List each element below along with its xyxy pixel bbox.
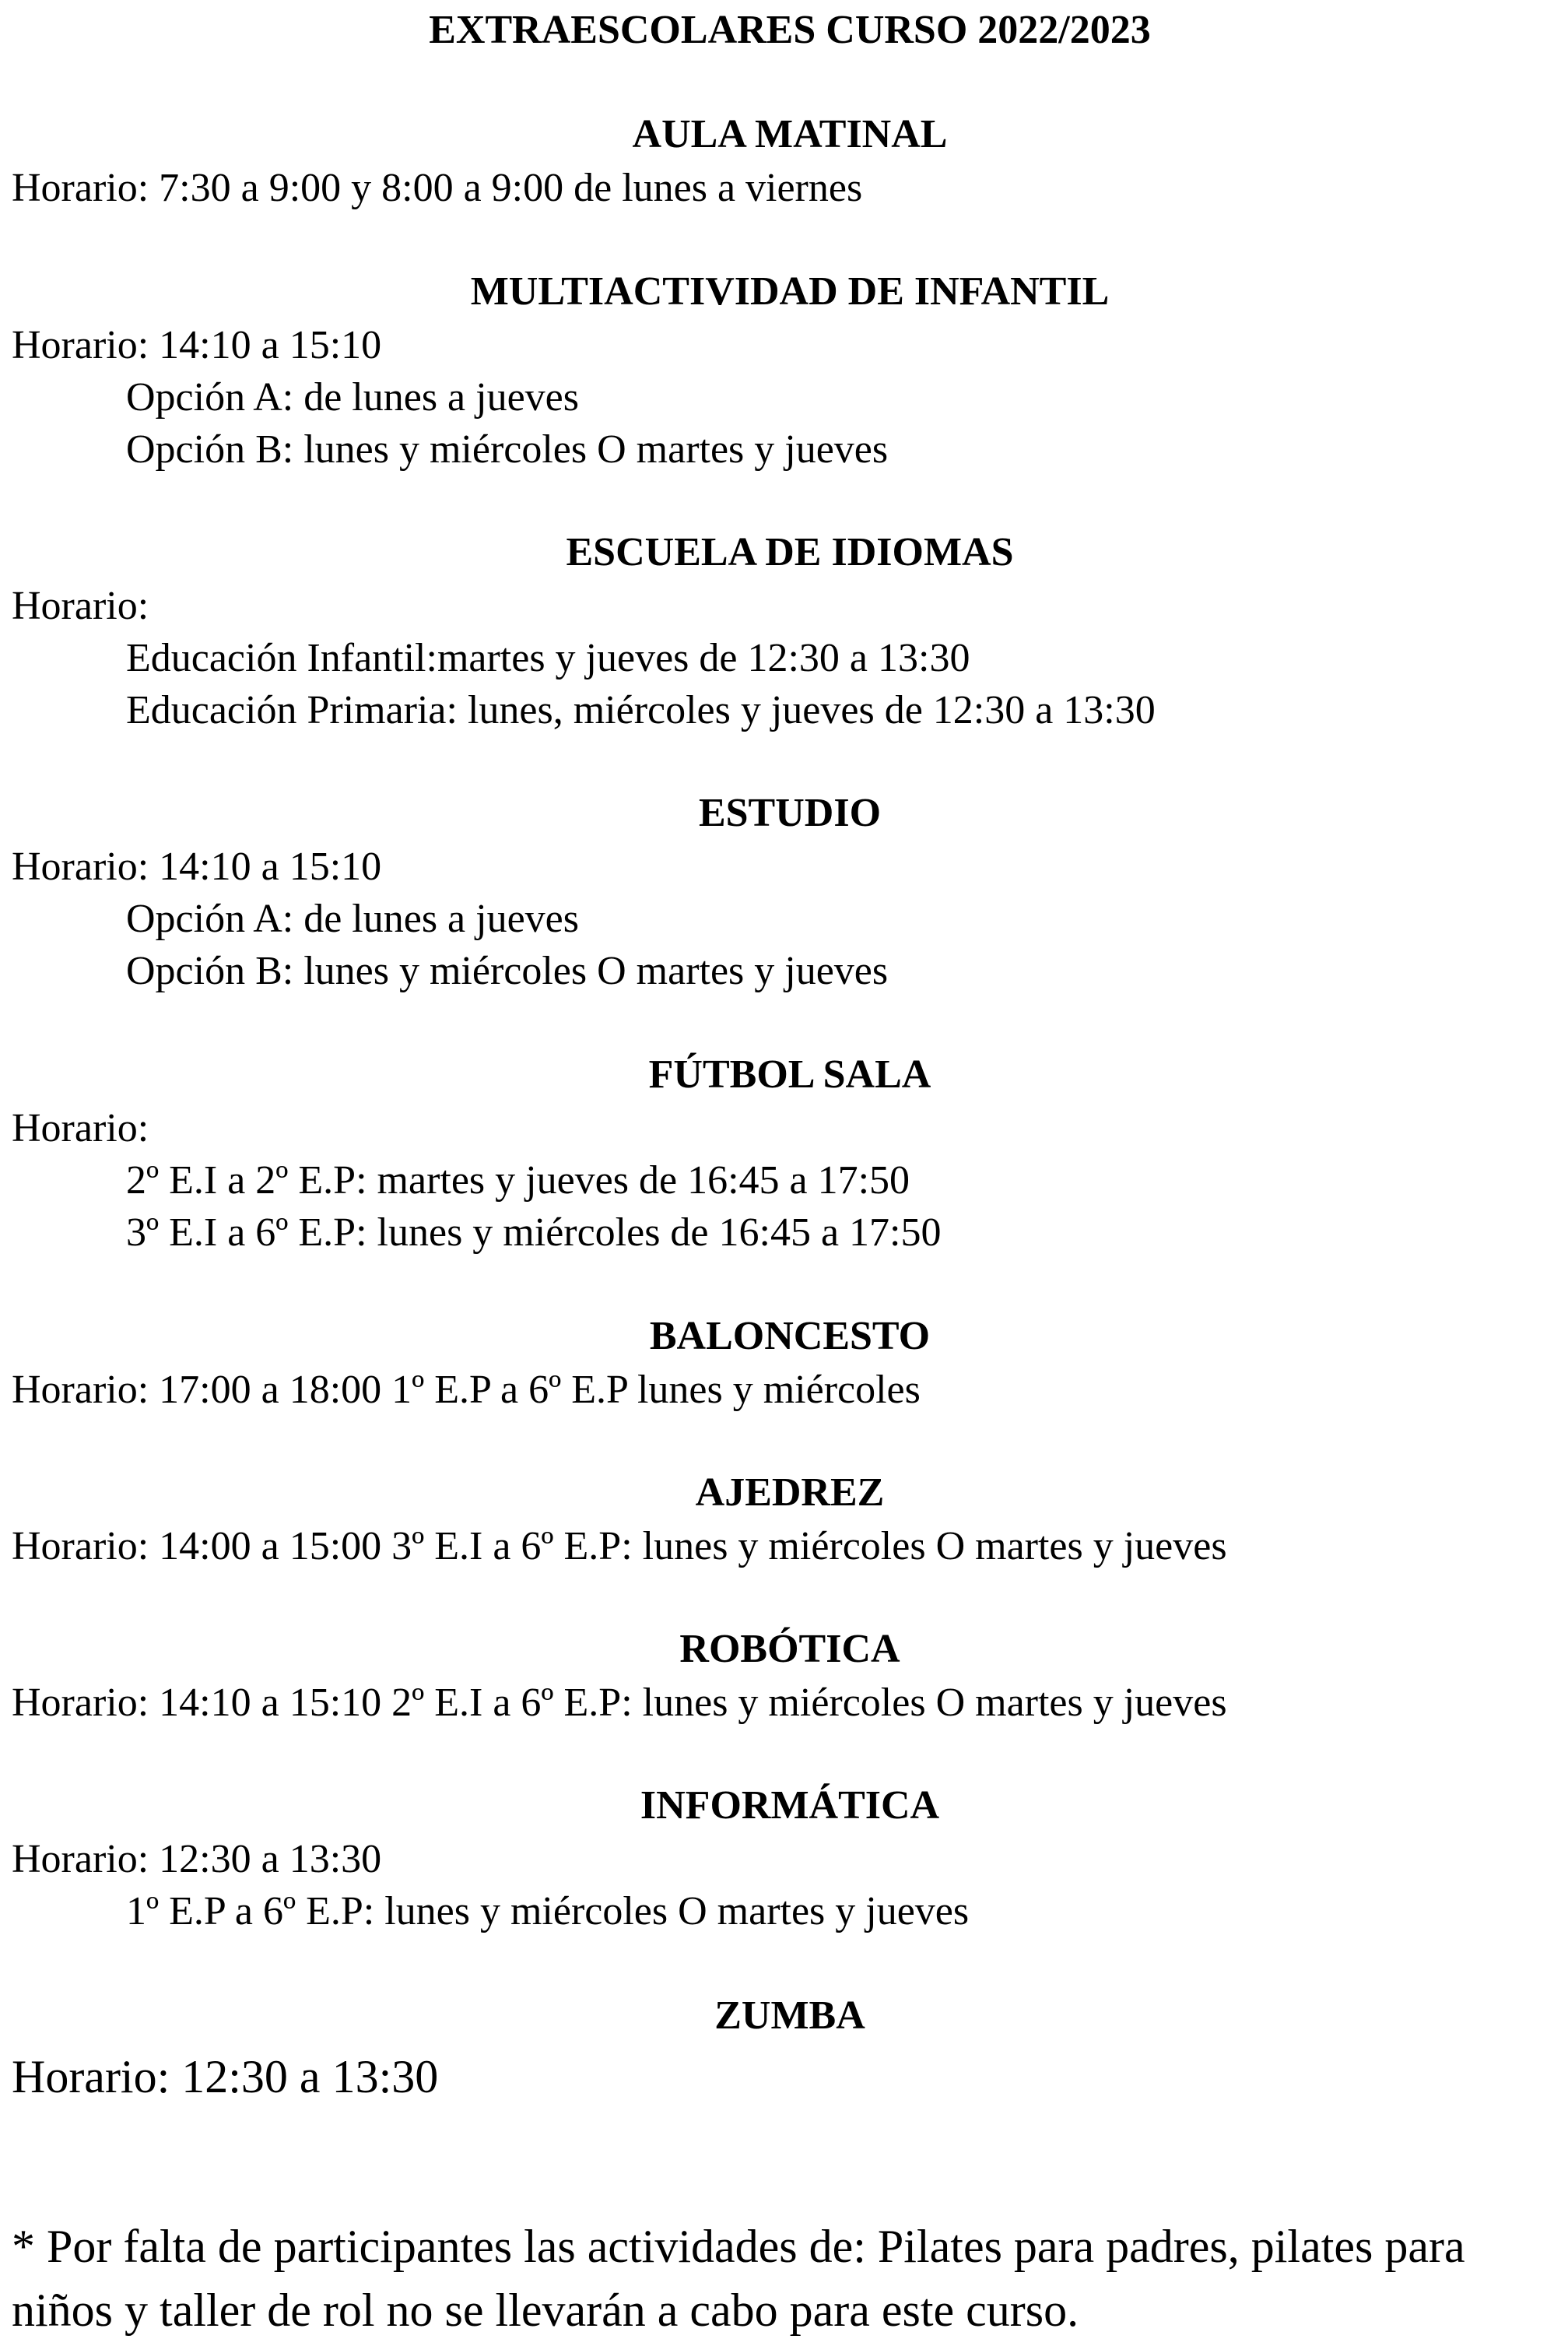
schedule-line: Horario: 14:10 a 15:10 xyxy=(12,845,382,889)
option-line: Opción B: lunes y miércoles O martes y jueves xyxy=(126,427,889,472)
section-aula-matinal xyxy=(0,107,1568,214)
section-heading: AJEDREZ xyxy=(695,1470,885,1515)
footnote: * Por falta de participantes las actividades de: Pilates para padres, pilates para niños y taller de rol no se llevarán a cabo para este curso. xyxy=(12,2221,1465,2336)
schedule-line: Horario: 7:30 a 9:00 y 8:00 a 9:00 de lunes a viernes xyxy=(12,166,863,210)
schedule-line: Horario: xyxy=(12,1106,149,1150)
section-heading: FÚTBOL SALA xyxy=(648,1052,931,1097)
schedule-line: Horario: 12:30 a 13:30 xyxy=(12,1837,382,1881)
option-line: Educación Primaria: lunes, miércoles y jueves de 12:30 a 13:30 xyxy=(126,688,1156,732)
section-heading: MULTIACTIVIDAD DE INFANTIL xyxy=(470,269,1110,314)
schedule-line: Horario: xyxy=(12,584,149,628)
section-heading: ESTUDIO xyxy=(698,791,882,835)
section-heading: ZUMBA xyxy=(714,1993,865,2038)
section-informatica xyxy=(0,1779,1568,1937)
section-estudio xyxy=(0,786,1568,997)
section-baloncesto xyxy=(0,1309,1568,1416)
option-line: Educación Infantil:martes y jueves de 12:30 a 13:30 xyxy=(126,636,970,680)
schedule-line: Horario: 17:00 a 18:00 1º E.P a 6º E.P lunes y miércoles xyxy=(12,1368,921,1412)
section-zumba xyxy=(0,1989,1568,2110)
option-line: 3º E.I a 6º E.P: lunes y miércoles de 16:45 a 17:50 xyxy=(126,1210,942,1255)
schedule-line: Horario: 14:10 a 15:10 xyxy=(12,323,382,367)
option-line: Opción A: de lunes a jueves xyxy=(126,897,579,941)
section-heading: ESCUELA DE IDIOMAS xyxy=(566,530,1014,574)
section-heading: BALONCESTO xyxy=(649,1314,931,1358)
schedule-line: Horario: 12:30 a 13:30 xyxy=(12,2051,439,2102)
section-futbol-sala xyxy=(0,1048,1568,1259)
section-multiactividad-infantil xyxy=(0,265,1568,476)
section-heading: INFORMÁTICA xyxy=(640,1783,940,1828)
schedule-line: Horario: 14:00 a 15:00 3º E.I a 6º E.P: lunes y miércoles O martes y jueves xyxy=(12,1524,1227,1568)
option-line: Opción B: lunes y miércoles O martes y jueves xyxy=(126,949,889,993)
option-line: 1º E.P a 6º E.P: lunes y miércoles O martes y jueves xyxy=(126,1889,970,1933)
schedule-line: Horario: 14:10 a 15:10 2º E.I a 6º E.P: lunes y miércoles O martes y jueves xyxy=(12,1680,1227,1725)
section-ajedrez xyxy=(0,1466,1568,1572)
section-heading: ROBÓTICA xyxy=(679,1627,900,1671)
section-escuela-idiomas xyxy=(0,525,1568,736)
section-robotica xyxy=(0,1622,1568,1729)
option-line: 2º E.I a 2º E.P: martes y jueves de 16:45 a 17:50 xyxy=(126,1158,910,1203)
option-line: Opción A: de lunes a jueves xyxy=(126,375,579,420)
document-title: EXTRAESCOLARES CURSO 2022/2023 xyxy=(429,8,1151,52)
section-heading: AULA MATINAL xyxy=(632,112,948,156)
